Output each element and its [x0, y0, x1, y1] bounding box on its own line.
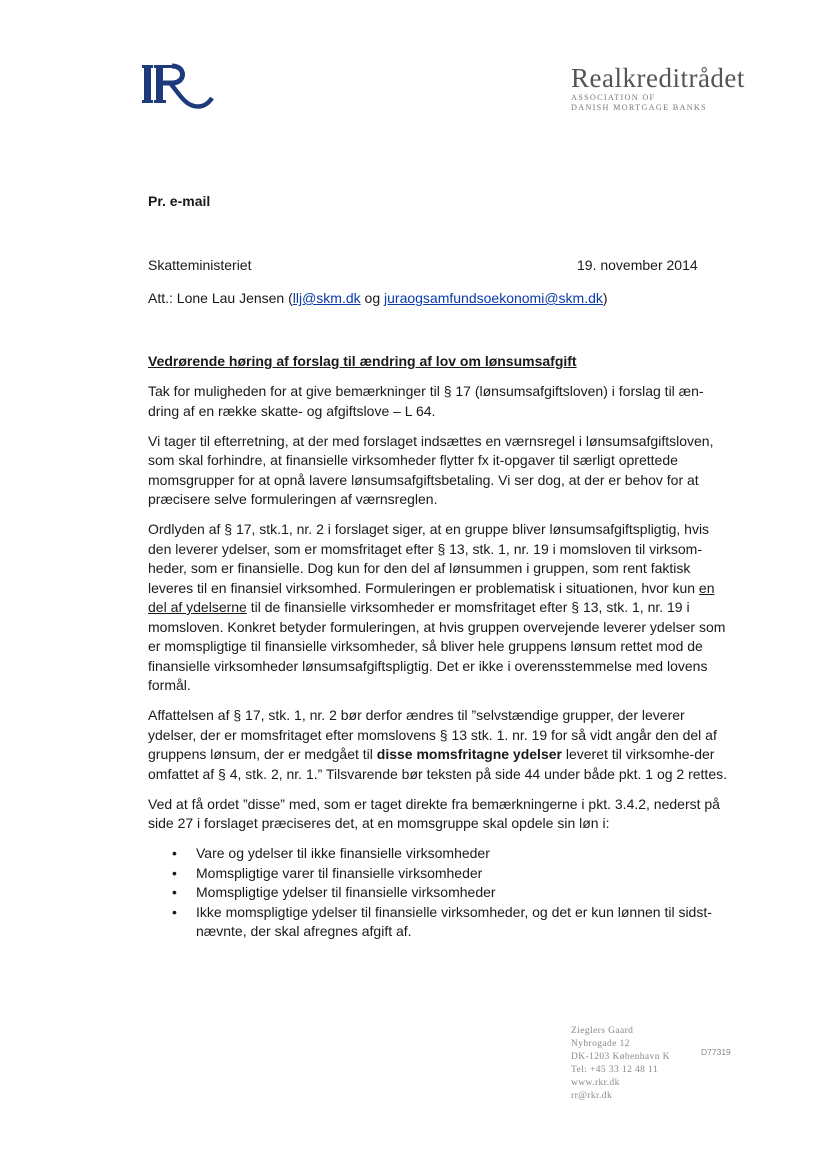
list-item-text: Momspligtige varer til finansielle virksomheder — [196, 864, 483, 881]
footer-line-city: DK-1203 København K — [571, 1052, 670, 1062]
recipient: Skatteministeriet — [148, 257, 252, 273]
paragraph-3 — [148, 520, 734, 696]
organization-block — [571, 63, 745, 113]
paragraph-2: Vi tager til efterretning, at der med forslaget indsættes en værnsregel i lønsumsafgiftsloven, som skal forhindre, at finansielle virksomheder flytter fx it-opgaver til særligt oprettede momsgrupper for at opnå lavere lønsumsafgiftsbetaling. Vi ser dog, at der er behov for at præcisere selve formuleringen af værnsreglen. — [148, 432, 714, 507]
email-link-llj[interactable]: llj@skm.dk — [292, 290, 361, 306]
list-item-text: Ikke momspligtige ydelser til finansielle virksomheder, og det er kun lønnen til sidst-nævnte, der skal afregnes afgift af. — [196, 903, 712, 939]
paragraph-4-bold: disse momsfritagne ydelser — [376, 746, 562, 762]
paragraph-4-part-a: Affattelsen af § 17, stk. 1, nr. 2 bør derfor ændres til ”selvstændige grupper, der leverer ydelser, der er momsfritaget efter momslovens § 13 stk. 1. nr. 19 for så vidt angår den del af gruppens lønsum, der er medgået til — [148, 707, 717, 762]
paragraph-3-part-a: Ordlyden af § 17, stk.1, nr. 2 i forslaget siger, at en gruppe bliver lønsumsafgiftspligtig, hvis den leverer ydelser, som er momsfritaget efter § 13, stk. 1, nr. 19 i momsloven til virksom-heder, som er finansielle. Dog kun for den del af lønsummen i gruppen, som rent faktisk leveres til en finansiel virksomhed. Formuleringen er problematisk i situationen, hvor kun — [148, 521, 710, 596]
bullet-icon: • — [172, 864, 177, 881]
paragraph-1: Tak for muligheden for at give bemærkninger til § 17 (lønsumsafgiftsloven) i forslag til æn-dring af en række skatte- og afgiftslove – L 64. — [148, 383, 704, 419]
rr-monogram-logo — [142, 62, 214, 112]
paragraph-4-part-b: leveret til virksomhe-der omfattet af § 4, stk. 2, nr. 1.” Tilsvarende bør teksten på side 44 under både pkt. 1 og 2 rettes. — [148, 746, 727, 782]
paragraph-5: Ved at få ordet ”disse” med, som er taget direkte fra bemærkningerne i pkt. 3.4.2, nederst på side 27 i forslaget præciseres det, at en momsgruppe skal opdele sin løn i: — [148, 795, 720, 831]
bullet-icon: • — [172, 845, 177, 861]
paragraph-4 — [148, 706, 734, 784]
delivery-method: Pr. e-mail — [148, 193, 211, 209]
letter-date: 19. november 2014 — [577, 257, 698, 273]
footer-line-building: Zieglers Gaard — [571, 1026, 634, 1036]
org-name: Realkreditrådet — [571, 63, 745, 93]
attention-middle: og — [360, 290, 385, 306]
document-reference: D77319 — [701, 1047, 731, 1057]
email-link-juraogsamfundsoekonomi[interactable]: juraogsamfundsoekonomi@skm.dk — [384, 290, 603, 306]
attention-suffix: ) — [602, 290, 608, 306]
footer-line-email: rr@rkr.dk — [571, 1091, 613, 1101]
attention-prefix: Att.: Lone Lau Jensen ( — [148, 290, 293, 306]
bullet-icon: • — [172, 884, 177, 900]
list-item — [148, 903, 734, 942]
footer-line-phone: Tel: +45 33 12 48 11 — [571, 1065, 659, 1075]
list-item — [148, 844, 734, 864]
footer-line-street: Nybrogade 12 — [571, 1039, 630, 1049]
subject-heading: Vedrørende høring af forslag til ændring af lov om lønsumsafgift — [148, 353, 577, 369]
org-subtitle-line1: ASSOCIATION OF — [571, 93, 656, 102]
letter-body — [148, 352, 734, 942]
list-item — [148, 883, 734, 903]
footer-address — [571, 1025, 670, 1103]
org-subtitle-line2: DANISH MORTGAGE BANKS — [571, 103, 707, 112]
list-item — [148, 864, 734, 884]
paragraph-3-underlined: en del af ydelserne — [148, 579, 715, 615]
attention-line — [148, 290, 608, 306]
bullet-list — [148, 844, 734, 942]
list-item-text: Momspligtige ydelser til finansielle virksomheder — [196, 884, 496, 900]
list-item-text: Vare og ydelser til ikke finansielle virksomheder — [196, 845, 490, 861]
footer-line-website: www.rkr.dk — [571, 1078, 620, 1088]
bullet-icon: • — [172, 903, 177, 920]
paragraph-3-part-b: til de finansielle virksomheder er momsfritaget efter § 13, stk. 1, nr. 19 i momsloven. Konkret betyder formuleringen, at hvis gruppen overvejende leverer ydelser som er momspligtige til finansielle virksomheder, så bliver hele gruppens lønsum rettet mod de finansielle virksomheder lønsumsafgiftspligtig. Det er ikke i overensstemmelse med lovens formål. — [148, 599, 726, 693]
